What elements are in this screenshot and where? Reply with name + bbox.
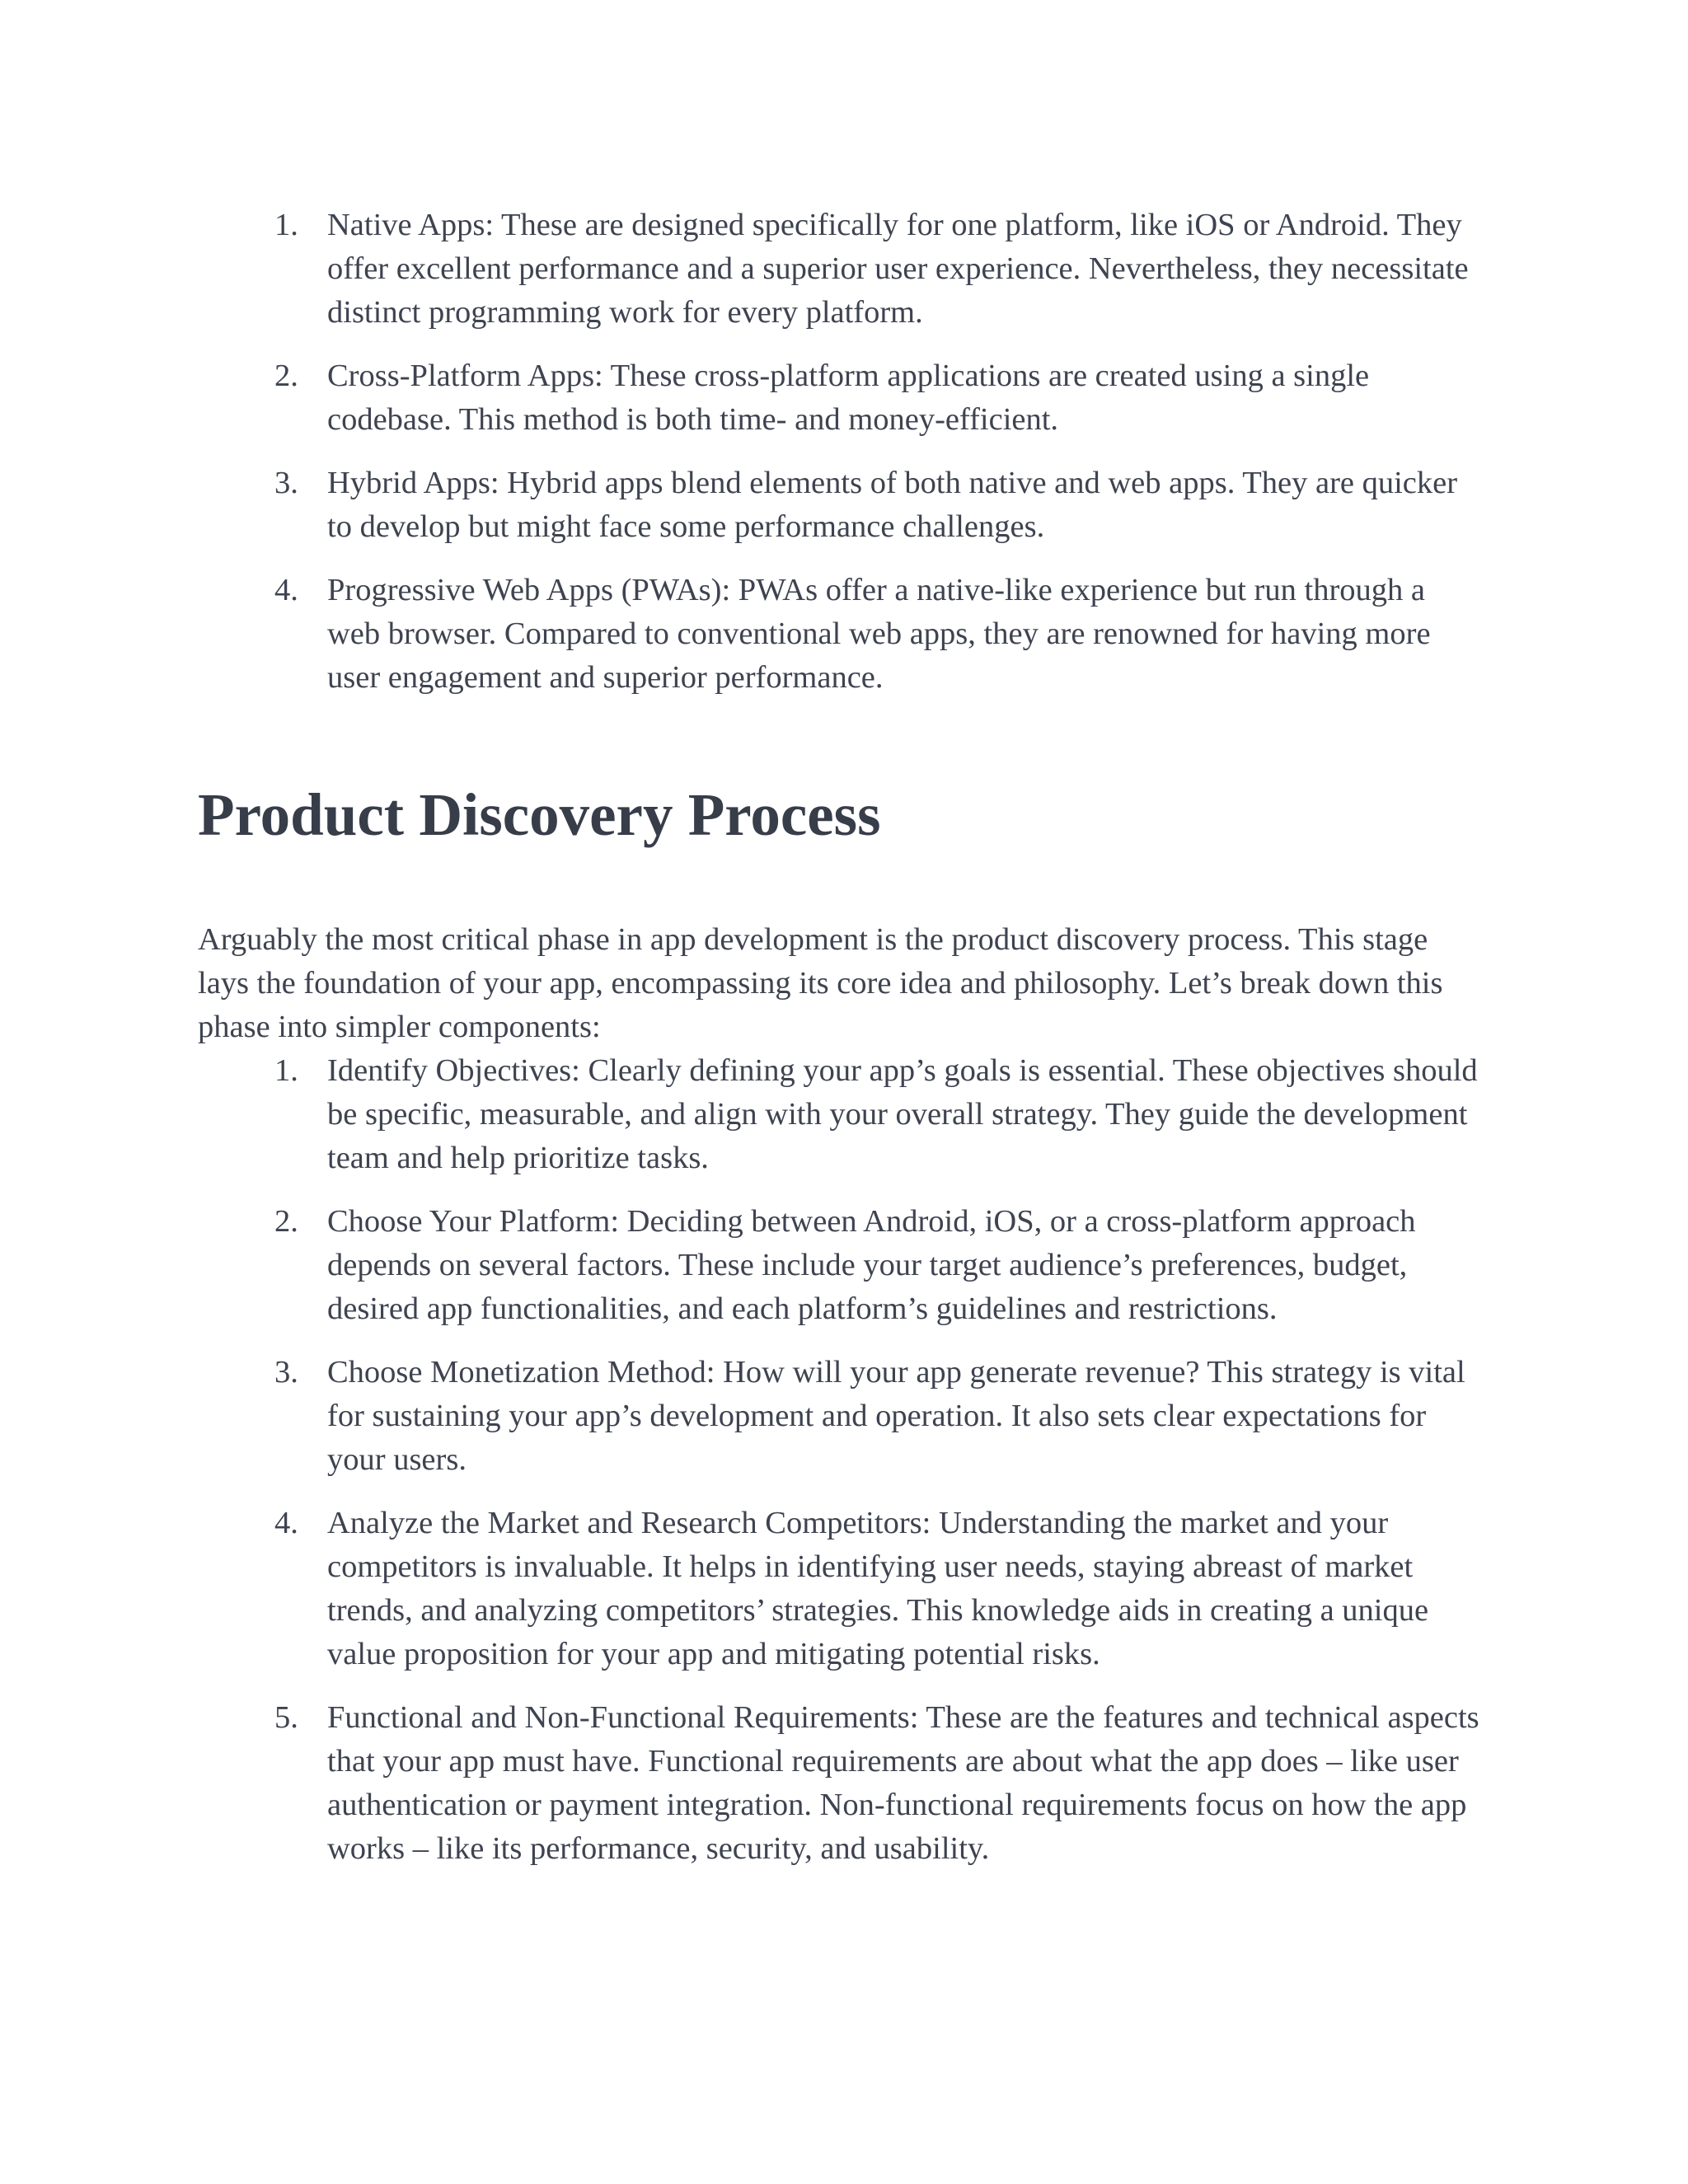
list-item-number: 4. (274, 573, 298, 607)
list-item (198, 1696, 1484, 1871)
list-item-text: Choose Your Platform: Deciding between Android, iOS, or a cross-platform approach depends on several factors. These include your target audience’s preferences, budget, desired app functionalities, and each platform’s guidelines and restrictions. (327, 1204, 1416, 1326)
list-item-text: Identify Objectives: Clearly defining your app’s goals is essential. These objectives should be specific, measurable, and align with your overall strategy. They guide the development team and help prioritize tasks. (327, 1053, 1478, 1175)
list-item-number: 1. (274, 1053, 298, 1088)
list-item-text: Functional and Non-Functional Requirements: These are the features and technical aspects that your app must have. Functional requirements are about what the app does – like user authentication or payment integration. Non-functional requirements focus on how the app works – like its performance, security, and usability. (327, 1700, 1479, 1866)
list-item (198, 1049, 1484, 1180)
list-item-number: 1. (274, 208, 298, 242)
list-item (198, 1351, 1484, 1482)
discovery-steps-list (198, 1049, 1484, 1871)
list-item-number: 4. (274, 1506, 298, 1540)
list-item (198, 1200, 1484, 1331)
list-item-text: Cross-Platform Apps: These cross-platform applications are created using a single codebase. This method is both time- and money-efficient. (327, 359, 1370, 437)
list-item (198, 1502, 1484, 1676)
list-item (198, 204, 1484, 335)
section-intro-paragraph: Arguably the most critical phase in app development is the product discovery process. This stage lays the foundation of your app, encompassing its core idea and philosophy. Let’s break down this phase into simpler components: (198, 922, 1443, 1044)
list-item-text: Hybrid Apps: Hybrid apps blend elements of both native and web apps. They are quicker to develop but might face some performance challenges. (327, 466, 1458, 544)
app-types-list (198, 204, 1484, 700)
list-item-number: 2. (274, 1204, 298, 1239)
list-item (198, 462, 1484, 549)
list-item-text: Analyze the Market and Research Competitors: Understanding the market and your competitors is invaluable. It helps in identifying user needs, staying abreast of market trends, and analyzing competitors’ strategies. This knowledge aids in creating a unique value proposition for your app and mitigating potential risks. (327, 1506, 1429, 1671)
list-item-text: Progressive Web Apps (PWAs): PWAs offer a native-like experience but run through a web browser. Compared to conventional web apps, they are renowned for having more user engagement and superior performance. (327, 573, 1431, 695)
list-item-number: 5. (274, 1700, 298, 1735)
list-item-number: 3. (274, 1355, 298, 1390)
page-content (198, 204, 1484, 1871)
list-item (198, 354, 1484, 442)
section-heading: Product Discovery Process (198, 781, 881, 848)
list-item (198, 569, 1484, 700)
list-item-number: 2. (274, 359, 298, 393)
list-item-text: Native Apps: These are designed specifically for one platform, like iOS or Android. They offer excellent performance and a superior user experience. Nevertheless, they necessitate distinct programming work for every platform. (327, 208, 1469, 330)
list-item-number: 3. (274, 466, 298, 500)
list-item-text: Choose Monetization Method: How will your app generate revenue? This strategy is vital for sustaining your app’s development and operation. It also sets clear expectations for your users. (327, 1355, 1465, 1477)
